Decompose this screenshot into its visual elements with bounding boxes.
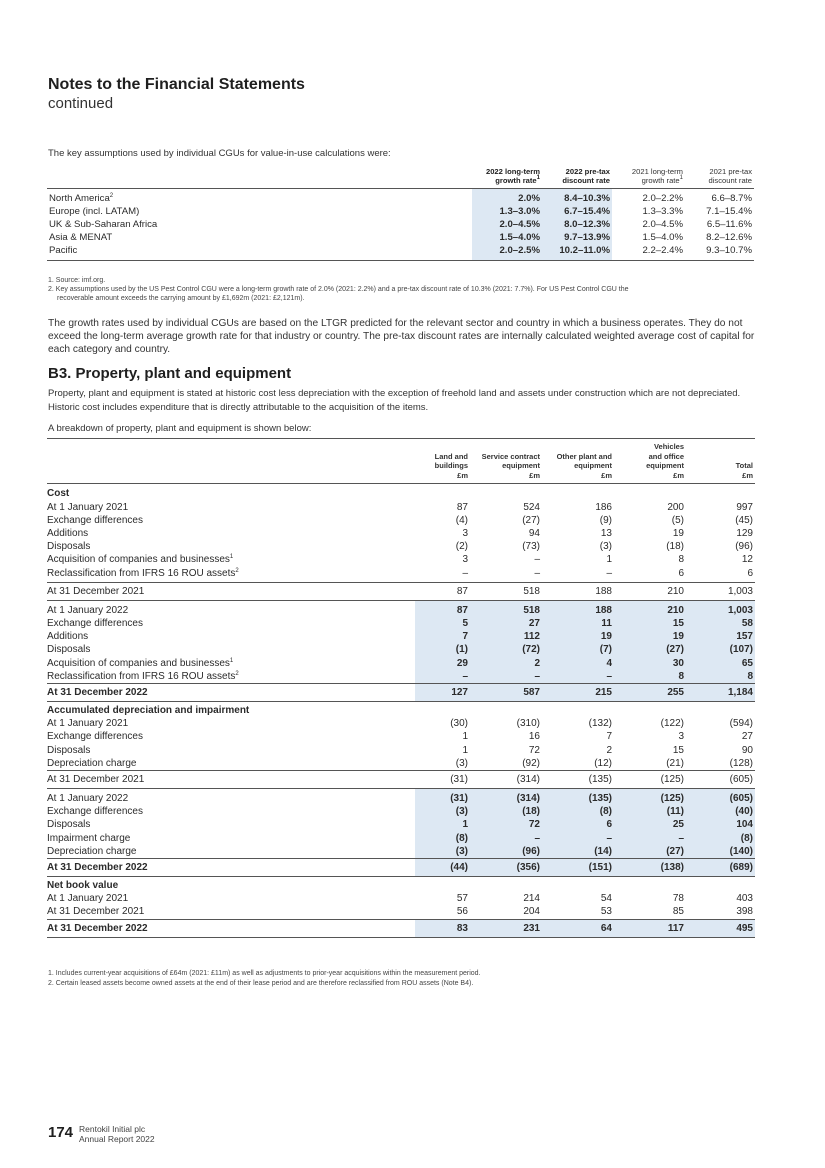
table-cell: – xyxy=(470,832,542,845)
row-label: Disposals xyxy=(47,644,91,656)
total-row xyxy=(47,859,755,877)
table-cell: (30) xyxy=(450,718,468,730)
table-cell: 186 xyxy=(595,501,612,513)
table-row xyxy=(47,540,755,553)
table-cell: (31) xyxy=(415,771,470,789)
column-header: 2021 pre-tax discount rate xyxy=(708,167,752,185)
table-cell: (27) xyxy=(522,514,540,526)
table-cell: (135) xyxy=(542,789,614,806)
table-cell: 85 xyxy=(672,906,684,918)
table-cell: 29 xyxy=(415,657,470,670)
table-cell: 16 xyxy=(528,731,540,743)
table-cell: (138) xyxy=(614,859,686,877)
section-title-row xyxy=(47,484,755,501)
table-cell: 997 xyxy=(736,501,753,513)
total-row xyxy=(47,684,755,702)
table-cell: 6.5–11.6% xyxy=(706,219,752,230)
table-cell: 587 xyxy=(470,684,542,702)
table-row xyxy=(47,643,755,656)
row-label: At 31 December 2021 xyxy=(47,771,415,789)
column-header: Land and buildings £m xyxy=(434,451,468,480)
table-cell: 87 xyxy=(415,600,470,617)
table-cell: (3) xyxy=(415,805,470,818)
table-cell: (18) xyxy=(666,541,684,553)
row-label: At 1 January 2021 xyxy=(47,893,129,905)
table-row xyxy=(47,805,755,818)
table-row xyxy=(47,730,755,743)
table-cell: 518 xyxy=(470,582,542,600)
table-row xyxy=(47,567,755,583)
table-cell: 2.0% xyxy=(472,189,542,206)
column-header: 2022 pre-tax discount rate xyxy=(562,167,610,185)
table-cell: 1,003 xyxy=(686,582,755,600)
table-cell: 112 xyxy=(470,630,542,643)
table-cell: (21) xyxy=(666,757,684,769)
column-header: Other plant and equipment £m xyxy=(556,451,612,480)
table-cell: (72) xyxy=(470,643,542,656)
table-cell: 54 xyxy=(600,893,612,905)
table-cell: 57 xyxy=(456,893,468,905)
table-cell: 9.3–10.7% xyxy=(706,245,752,256)
table-cell: (135) xyxy=(542,771,614,789)
footnote: 1. Source: imf.org. xyxy=(48,277,106,284)
row-label: Reclassification from IFRS 16 ROU assets$^2$ xyxy=(47,567,239,579)
table-cell: 19 xyxy=(614,630,686,643)
table-cell: (31) xyxy=(415,789,470,806)
row-label: Acquisition of companies and businesses$^1$ xyxy=(47,657,234,669)
row-label: At 1 January 2022 xyxy=(47,604,129,616)
column-header: 2021 long-term growth rate$^1$ xyxy=(631,167,683,185)
table-cell: (689) xyxy=(686,859,755,877)
table-cell: 1 xyxy=(606,554,612,566)
table-cell: – xyxy=(462,567,468,579)
row-label: Reclassification from IFRS 16 ROU assets$^2$ xyxy=(47,670,239,682)
table-cell: (125) xyxy=(614,789,686,806)
table-cell: – xyxy=(542,670,614,684)
table-cell: (310) xyxy=(516,718,540,730)
table-cell: (96) xyxy=(735,541,753,553)
ppe-footnotes xyxy=(48,969,768,988)
assumptions-intro: The key assumptions used by individual CGUs for value-in-use calculations were: xyxy=(48,148,391,159)
row-label: North America$^2$ xyxy=(49,193,114,204)
table-cell: (3) xyxy=(415,845,470,859)
table-cell: 12 xyxy=(741,554,753,566)
table-cell: 6 xyxy=(542,818,614,831)
table-cell: 255 xyxy=(614,684,686,702)
row-label: Asia & MENAT xyxy=(49,232,113,243)
table-cell: 58 xyxy=(686,617,755,630)
table-row xyxy=(47,218,754,231)
assumptions-header-row xyxy=(47,167,754,189)
table-cell: 495 xyxy=(686,919,755,937)
table-cell: 3 xyxy=(462,554,468,566)
table-cell: 25 xyxy=(614,818,686,831)
table-cell: 1,003 xyxy=(686,600,755,617)
table-row xyxy=(47,514,755,527)
table-row xyxy=(47,744,755,757)
ppe-body xyxy=(47,484,755,937)
table-cell: 6.6–8.7% xyxy=(711,193,752,204)
table-cell: 518 xyxy=(470,600,542,617)
table-cell: 1.5–4.0% xyxy=(472,231,542,244)
table-row xyxy=(47,553,755,566)
table-row xyxy=(47,832,755,845)
table-cell: 15 xyxy=(614,617,686,630)
table-cell: 524 xyxy=(523,501,540,513)
table-cell: 53 xyxy=(600,906,612,918)
table-cell: 1.3–3.0% xyxy=(472,205,542,218)
table-cell: 200 xyxy=(667,501,684,513)
table-cell: 9.7–13.9% xyxy=(542,231,612,244)
table-cell: 215 xyxy=(542,684,614,702)
table-cell: (356) xyxy=(470,859,542,877)
table-cell: 6.7–15.4% xyxy=(542,205,612,218)
table-cell: (1) xyxy=(415,643,470,656)
table-cell: (125) xyxy=(614,771,686,789)
table-cell: – xyxy=(534,567,540,579)
total-row xyxy=(47,582,755,600)
section-title: Accumulated depreciation and impairment xyxy=(47,705,250,717)
table-cell: (7) xyxy=(542,643,614,656)
table-cell: (151) xyxy=(542,859,614,877)
table-row xyxy=(47,905,755,919)
table-cell: 7 xyxy=(606,731,612,743)
table-cell: (5) xyxy=(671,514,684,526)
table-cell: 3 xyxy=(462,527,468,539)
table-cell: 210 xyxy=(614,600,686,617)
table-cell: – xyxy=(415,670,470,684)
table-cell: 72 xyxy=(470,818,542,831)
table-row xyxy=(47,789,755,806)
table-cell: 15 xyxy=(672,744,684,756)
table-cell: 27 xyxy=(741,731,753,743)
table-cell: 188 xyxy=(542,600,614,617)
table-cell: (8) xyxy=(542,805,614,818)
assumptions-footnotes xyxy=(48,276,758,303)
table-cell: (122) xyxy=(660,718,684,730)
row-label: At 31 December 2022 xyxy=(47,859,415,877)
table-cell: 2.0–4.5% xyxy=(642,219,683,230)
table-cell: (3) xyxy=(455,757,468,769)
table-row xyxy=(47,818,755,831)
table-row xyxy=(47,231,754,244)
table-cell: 1.3–3.3% xyxy=(642,206,683,217)
table-cell: 19 xyxy=(672,527,684,539)
table-cell: 8.0–12.3% xyxy=(542,218,612,231)
table-row xyxy=(47,670,755,684)
page-subtitle: continued xyxy=(48,95,114,112)
section-title-row xyxy=(47,702,755,718)
growth-rates-paragraph: The growth rates used by individual CGUs are based on the LTGR predicted for the relevant sector and country in which a business operates. They do not exceed the long-term average growth rate for that industry or country. The pre-tax discount rates are internally calculated weighted average cost of capital for each category and country. xyxy=(48,318,755,356)
table-row xyxy=(47,892,755,905)
table-cell: 188 xyxy=(542,582,614,600)
table-row xyxy=(47,600,755,617)
footnote: recoverable amount exceeds the carrying amount by £1,692m (2021: £2,121m). xyxy=(57,295,305,302)
table-cell: 72 xyxy=(528,744,540,756)
table-cell: (8) xyxy=(686,832,755,845)
table-cell: 6 xyxy=(747,567,753,579)
table-cell: 398 xyxy=(736,906,753,918)
table-row xyxy=(47,757,755,771)
table-cell: (128) xyxy=(729,757,753,769)
table-row xyxy=(47,630,755,643)
section-heading: B3. Property, plant and equipment xyxy=(48,365,292,382)
footnote: 2. Key assumptions used by the US Pest Control CGU were a long-term growth rate of 2.0% (2021: 2.2%) and a pre-tax discount rate of 10.3% (2021: 7.7%). For US Pest Control CGU the xyxy=(48,286,629,293)
table-cell: 2.0–2.5% xyxy=(472,244,542,261)
total-row xyxy=(47,919,755,937)
column-header: Vehicles and office equipment £m xyxy=(646,442,684,480)
table-cell: 157 xyxy=(686,630,755,643)
table-row xyxy=(47,244,754,261)
table-cell: – xyxy=(606,567,612,579)
table-cell: 1.5–4.0% xyxy=(642,232,683,243)
table-row xyxy=(47,717,755,730)
table-cell: 214 xyxy=(523,893,540,905)
table-cell: 90 xyxy=(741,744,753,756)
table-cell: (27) xyxy=(614,845,686,859)
table-cell: 117 xyxy=(614,919,686,937)
table-cell: 7 xyxy=(415,630,470,643)
table-cell: 19 xyxy=(542,630,614,643)
table-cell: (14) xyxy=(542,845,614,859)
table-cell: 2.0–2.2% xyxy=(642,193,683,204)
row-label: UK & Sub-Saharan Africa xyxy=(49,219,158,230)
table-cell: 8 xyxy=(686,670,755,684)
footnote: 2. Certain leased assets become owned assets at the end of their lease period and are therefore reclassified from ROU assets (Note B4). xyxy=(48,979,474,987)
table-cell: 8.2–12.6% xyxy=(706,232,752,243)
total-row xyxy=(47,771,755,789)
table-cell: 1 xyxy=(415,818,470,831)
table-cell: 83 xyxy=(415,919,470,937)
row-label: Depreciation charge xyxy=(47,845,137,857)
table-cell: (605) xyxy=(686,789,755,806)
table-cell: – xyxy=(470,670,542,684)
table-cell: 8 xyxy=(678,554,684,566)
column-header: Service contract equipment £m xyxy=(481,451,540,480)
table-cell: (44) xyxy=(415,859,470,877)
ppe-table xyxy=(47,438,755,938)
table-row xyxy=(47,845,755,859)
ppe-intro: A breakdown of property, plant and equipment is shown below: xyxy=(48,423,312,434)
table-cell: (314) xyxy=(470,789,542,806)
table-cell: 78 xyxy=(672,893,684,905)
section-title-row xyxy=(47,877,755,893)
row-label: At 1 January 2021 xyxy=(47,718,129,730)
row-label: At 31 December 2021 xyxy=(47,582,415,600)
table-cell: (45) xyxy=(735,514,753,526)
table-cell: 2.0–4.5% xyxy=(472,218,542,231)
row-label: Impairment charge xyxy=(47,832,131,844)
table-cell: (8) xyxy=(415,832,470,845)
table-cell: 129 xyxy=(736,527,753,539)
row-label: At 1 January 2021 xyxy=(47,501,129,513)
table-cell: – xyxy=(542,832,614,845)
table-cell: 87 xyxy=(415,582,470,600)
row-label: Pacific xyxy=(49,245,78,256)
table-cell: (9) xyxy=(599,514,612,526)
table-cell: 104 xyxy=(686,818,755,831)
column-header: Total £m xyxy=(735,461,753,480)
table-cell: 8 xyxy=(614,670,686,684)
table-cell: (18) xyxy=(470,805,542,818)
row-label: Additions xyxy=(47,527,89,539)
footer-company: Rentokil Initial plc Annual Report 2022 xyxy=(79,1124,155,1144)
section-title: Cost xyxy=(47,488,70,500)
table-cell: 30 xyxy=(614,657,686,670)
row-label: Exchange differences xyxy=(47,618,143,629)
table-cell: (11) xyxy=(614,805,686,818)
table-cell: 65 xyxy=(686,657,755,670)
table-cell: (314) xyxy=(470,771,542,789)
row-label: Exchange differences xyxy=(47,806,143,818)
table-cell: (40) xyxy=(686,805,755,818)
table-cell: (96) xyxy=(470,845,542,859)
row-label: Additions xyxy=(47,631,89,643)
section-title: Net book value xyxy=(47,880,119,892)
row-label: Disposals xyxy=(47,819,91,831)
table-cell: (27) xyxy=(614,643,686,656)
table-cell: (73) xyxy=(522,541,540,553)
table-row xyxy=(47,657,755,670)
table-cell: (132) xyxy=(588,718,612,730)
row-label: Disposals xyxy=(47,744,91,756)
table-cell: 10.2–11.0% xyxy=(542,244,612,261)
ppe-description: Property, plant and equipment is stated at historic cost less depreciation with the exception of freehold land and assets under construction which are not depreciated. Historic cost includes expenditure that is directly attributable to the acquisition of the items. xyxy=(48,388,741,413)
row-label: Europe (incl. LATAM) xyxy=(49,206,140,217)
table-cell: (4) xyxy=(455,514,468,526)
table-row xyxy=(47,501,755,514)
table-cell: 11 xyxy=(542,617,614,630)
row-label: Exchange differences xyxy=(47,514,143,526)
table-cell: (2) xyxy=(455,541,468,553)
table-cell: 13 xyxy=(600,527,612,539)
ppe-header-row xyxy=(47,439,755,484)
table-cell: – xyxy=(614,832,686,845)
table-cell: (140) xyxy=(686,845,755,859)
table-cell: 8.4–10.3% xyxy=(542,189,612,206)
table-cell: (3) xyxy=(599,541,612,553)
table-row xyxy=(47,205,754,218)
table-cell: (594) xyxy=(729,718,753,730)
table-cell: 1 xyxy=(462,731,468,743)
table-cell: 231 xyxy=(470,919,542,937)
row-label: Disposals xyxy=(47,541,91,553)
row-label: At 31 December 2021 xyxy=(47,906,145,918)
row-label: Depreciation charge xyxy=(47,757,137,769)
table-cell: 210 xyxy=(614,582,686,600)
table-cell: (92) xyxy=(522,757,540,769)
table-cell: – xyxy=(534,554,540,566)
row-label: At 1 January 2022 xyxy=(47,793,129,805)
row-label: Exchange differences xyxy=(47,731,143,743)
table-cell: 4 xyxy=(542,657,614,670)
table-cell: 1 xyxy=(462,744,468,756)
page-number: 174 xyxy=(48,1124,74,1141)
table-cell: 204 xyxy=(523,906,540,918)
table-cell: 94 xyxy=(528,527,540,539)
row-label: At 31 December 2022 xyxy=(47,684,415,702)
table-cell: 64 xyxy=(542,919,614,937)
table-cell: 56 xyxy=(456,906,468,918)
table-cell: 27 xyxy=(470,617,542,630)
table-cell: 403 xyxy=(736,893,753,905)
table-cell: 2 xyxy=(470,657,542,670)
table-cell: (107) xyxy=(686,643,755,656)
table-cell: (605) xyxy=(686,771,755,789)
table-cell: 6 xyxy=(678,567,684,579)
table-cell: 7.1–15.4% xyxy=(706,206,752,217)
row-label: At 31 December 2022 xyxy=(47,919,415,937)
assumptions-table xyxy=(47,167,754,261)
table-row xyxy=(47,617,755,630)
column-header: 2022 long-term growth rate$^1$ xyxy=(485,167,540,185)
table-cell: 87 xyxy=(456,501,468,513)
footnote: 1. Includes current-year acquisitions of £64m (2021: £11m) as well as adjustments to prior-year acquisitions within the measurement period. xyxy=(48,970,481,977)
table-cell: 1,184 xyxy=(686,684,755,702)
table-cell: 127 xyxy=(415,684,470,702)
row-label: Acquisition of companies and businesses$^1$ xyxy=(47,554,234,566)
table-cell: 3 xyxy=(678,731,684,743)
table-cell: 5 xyxy=(415,617,470,630)
table-cell: 2 xyxy=(606,744,612,756)
table-row xyxy=(47,189,754,206)
page-title: Notes to the Financial Statements xyxy=(48,76,305,93)
table-cell: (12) xyxy=(594,757,612,769)
table-cell: 2.2–2.4% xyxy=(642,245,683,256)
table-row xyxy=(47,527,755,540)
